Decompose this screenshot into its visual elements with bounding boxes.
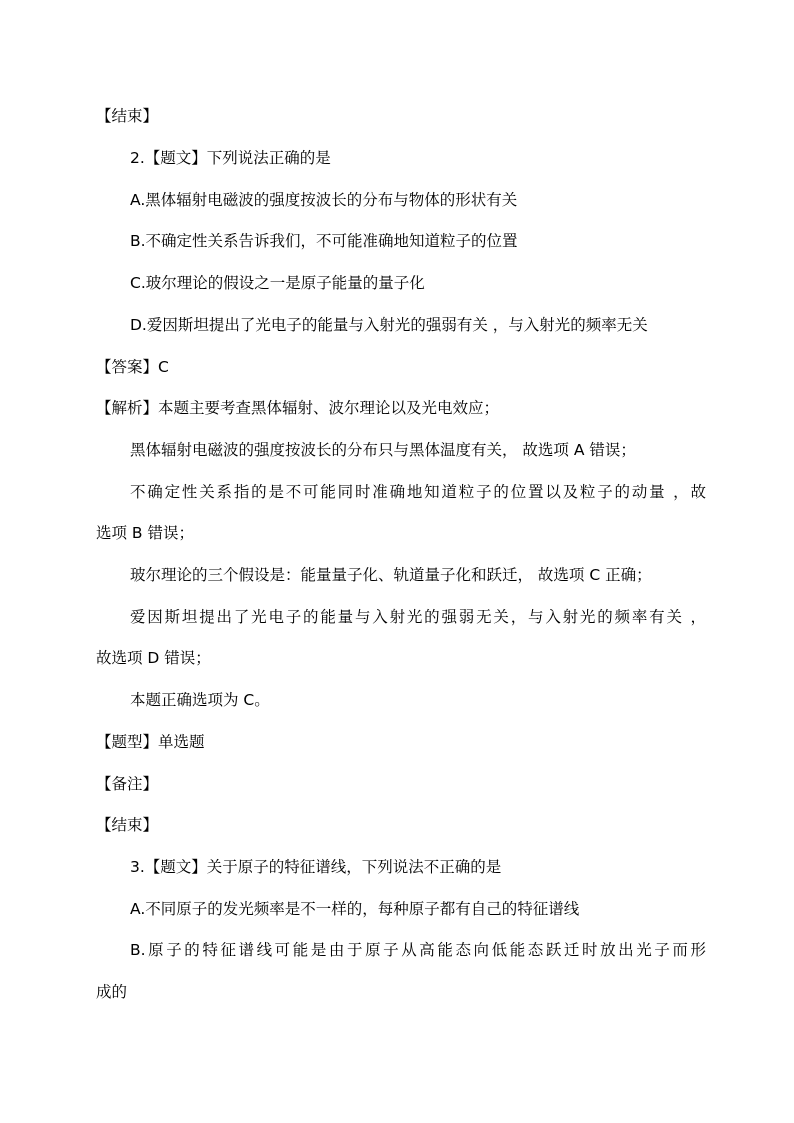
analysis-heading: 【解析】本题主要考查黑体辐射、波尔理论以及光电效应； bbox=[96, 399, 500, 417]
analysis-point-b: 不确定性关系指的是不可能同时准确地知道粒子的位置以及粒子的动量 ，故 bbox=[130, 483, 706, 501]
end-marker: 【结束】 bbox=[96, 816, 159, 834]
question-3-option-b-continued: 成的 bbox=[96, 983, 128, 1001]
analysis-point-a: 黑体辐射电磁波的强度按波长的分布只与黑体温度有关， 故选项 A 错误； bbox=[130, 441, 636, 459]
analysis-point-d: 爱因斯坦提出了光电子的能量与入射光的强弱无关，与入射光的频率有关 ， bbox=[130, 608, 706, 626]
analysis-point-d-continued: 故选项 D 错误； bbox=[96, 649, 211, 667]
answer-line: 【答案】C bbox=[96, 358, 169, 376]
question-3-option-b: B.原子的特征谱线可能是由于原子从高能态向低能态跃迁时放出光子而形 bbox=[130, 941, 706, 959]
question-type: 【题型】单选题 bbox=[96, 733, 205, 751]
analysis-point-b-continued: 选项 B 错误； bbox=[96, 524, 194, 542]
question-2-option-a: A.黑体辐射电磁波的强度按波长的分布与物体的形状有关 bbox=[130, 191, 518, 209]
question-2-option-b: B.不确定性关系告诉我们，不可能准确地知道粒子的位置 bbox=[130, 232, 518, 250]
question-2-option-d: D.爱因斯坦提出了光电子的能量与入射光的强弱有关 ，与入射光的频率无关 bbox=[130, 316, 648, 334]
question-2-stem: 2.【题文】下列说法正确的是 bbox=[130, 149, 331, 167]
analysis-point-c: 玻尔理论的三个假设是：能量量子化、轨道量子化和跃迁， 故选项 C 正确； bbox=[130, 566, 652, 584]
analysis-conclusion: 本题正确选项为 C。 bbox=[130, 691, 270, 709]
question-3-stem: 3.【题文】关于原子的特征谱线，下列说法不正确的是 bbox=[130, 858, 502, 876]
question-2-option-c: C.玻尔理论的假设之一是原子能量的量子化 bbox=[130, 274, 425, 292]
end-marker: 【结束】 bbox=[96, 107, 159, 125]
remark: 【备注】 bbox=[96, 775, 159, 793]
question-3-option-a: A.不同原子的发光频率是不一样的，每种原子都有自己的特征谱线 bbox=[130, 900, 580, 918]
